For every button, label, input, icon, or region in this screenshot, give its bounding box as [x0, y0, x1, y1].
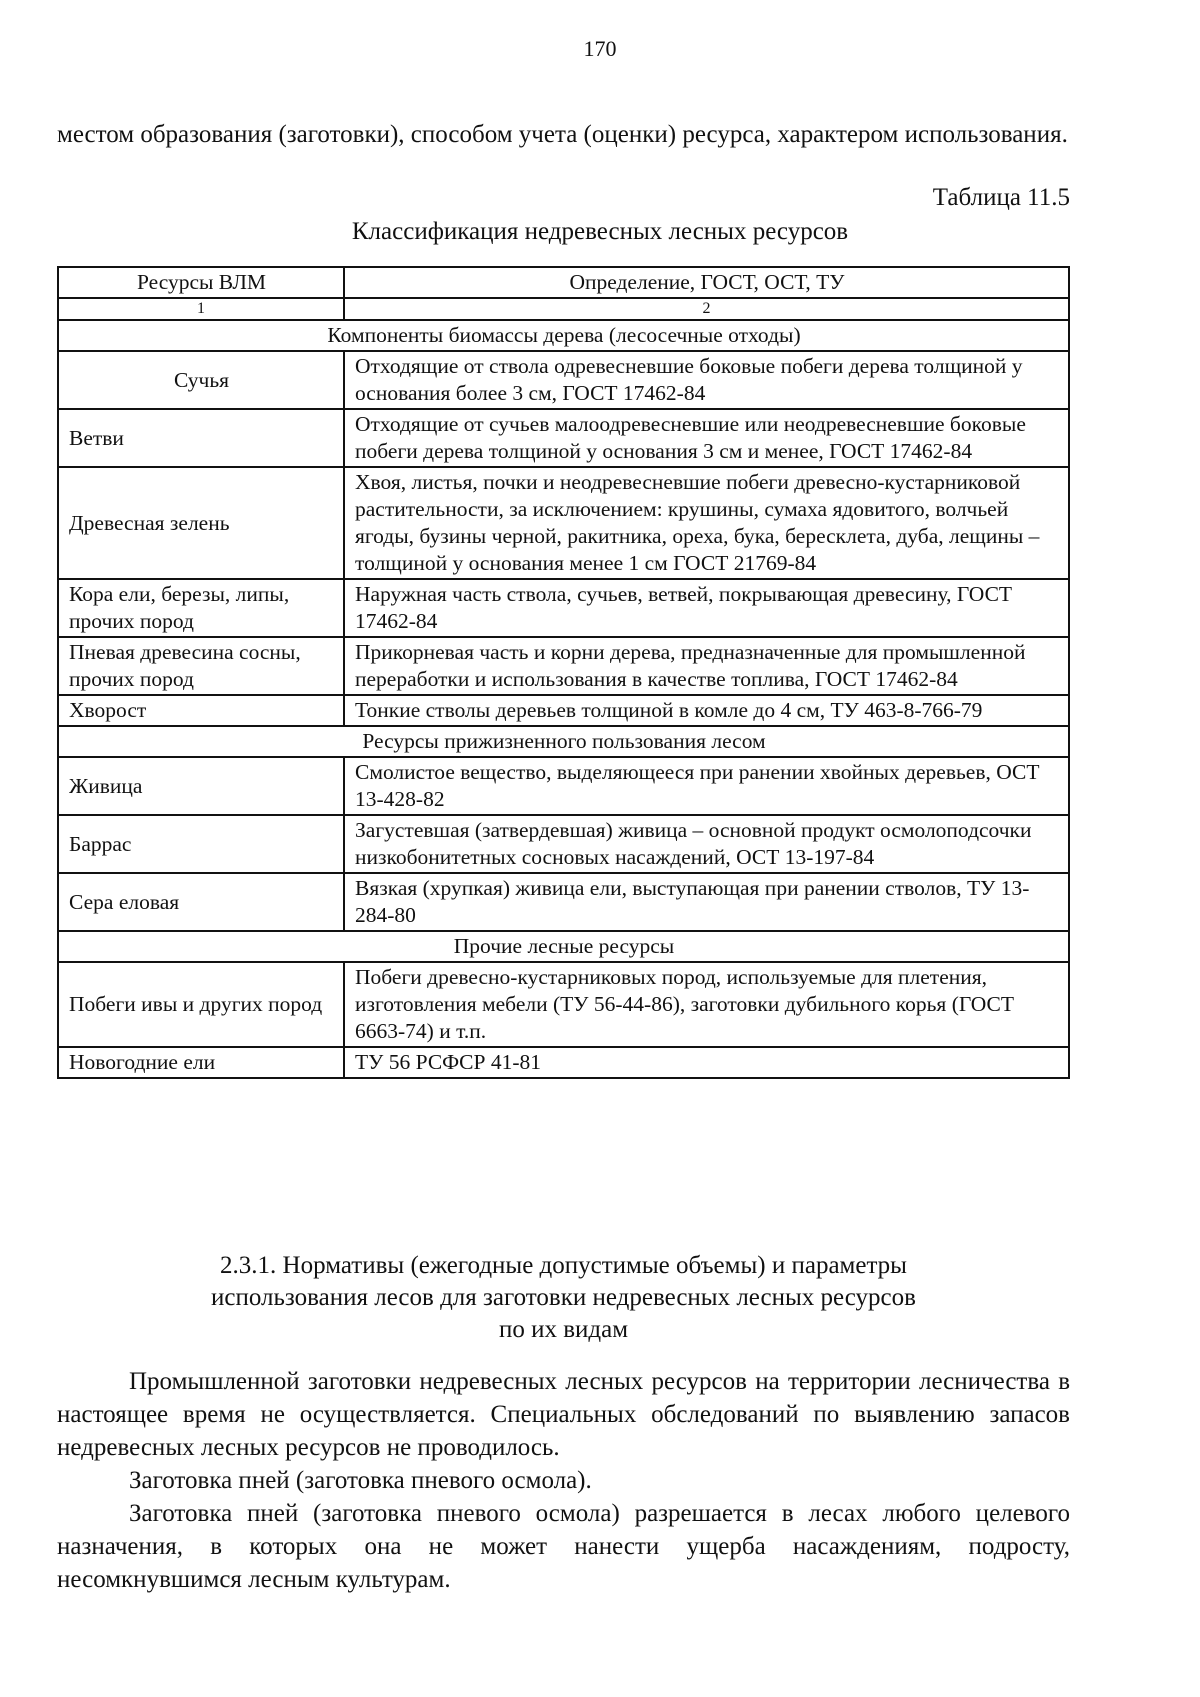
definition-cell: Вязкая (хрупкая) живица ели, выступающая при ранении стволов, ТУ 13-284-80: [344, 873, 1069, 931]
body-text: [57, 1365, 1070, 1596]
section-row: [58, 726, 1069, 757]
definition-cell: Смолистое вещество, выделяющееся при ранении хвойных деревьев, ОСТ 13-428-82: [344, 757, 1069, 815]
header-definition: Определение, ГОСТ, ОСТ, ТУ: [344, 267, 1069, 298]
section-heading-line: по их видам: [498, 1316, 629, 1343]
classification-table: [57, 266, 1070, 1079]
resource-cell: Побеги ивы и других пород: [58, 962, 344, 1047]
table-row: [58, 873, 1069, 931]
definition-cell: Хвоя, листья, почки и неодревесневшие побеги древесно-кустарниковой растительности, за исключением: крушины, сумаха ядовитого, волчьей ягоды, бузины черной, ракитника, ореха, бука, бересклета, дуба, лещины – толщиной у основания менее 1 см ГОСТ 21769-84: [344, 467, 1069, 579]
body-paragraph: Промышленной заготовки недревесных лесных ресурсов на территории лесничества в настоящее время не осуществляется. Специальных обследований по выявлению запасов недревесных лесных ресурсов не проводилось.: [57, 1368, 1070, 1461]
definition-cell: Загустевшая (затвердевшая) живица – основной продукт осмолоподсочки низкобонитетных сосновых насаждений, ОСТ 13-197-84: [344, 815, 1069, 873]
table-row: [58, 351, 1069, 409]
section-title-other: Прочие лесные ресурсы: [58, 931, 1069, 962]
table-row: [58, 815, 1069, 873]
table-row: [58, 637, 1069, 695]
section-title-lifetime-use: Ресурсы прижизненного пользования лесом: [58, 726, 1069, 757]
table-header-row: [58, 267, 1069, 298]
body-paragraph: Заготовка пней (заготовка пневого осмола) разрешается в лесах любого целевого назначения, в которых она не может нанести ущерба насаждениям, подросту, несомкнувшимся лесным культурам.: [57, 1500, 1070, 1593]
resource-cell: Ветви: [58, 409, 344, 467]
resource-cell: Древесная зелень: [58, 467, 344, 579]
section-heading: [57, 1250, 1070, 1346]
resource-cell: Новогодние ели: [58, 1047, 344, 1078]
definition-cell: Наружная часть ствола, сучьев, ветвей, покрывающая древесину, ГОСТ 17462-84: [344, 579, 1069, 637]
definition-cell: Побеги древесно-кустарниковых пород, используемые для плетения, изготовления мебели (ТУ 56-44-86), заготовки дубильного корья (ГОСТ 6663-74) и т.п.: [344, 962, 1069, 1047]
section-row: [58, 931, 1069, 962]
page-number: 170: [583, 36, 617, 61]
table-row: [58, 757, 1069, 815]
definition-cell: Отходящие от сучьев малоодревесневшие или неодревесневшие боковые побеги дерева толщиной у основания 3 см и менее, ГОСТ 17462-84: [344, 409, 1069, 467]
definition-cell: Отходящие от ствола одревесневшие боковые побеги дерева толщиной у основания более 3 см, ГОСТ 17462-84: [344, 351, 1069, 409]
definition-cell: Прикорневая часть и корни дерева, предназначенные для промышленной переработки и использования в качестве топлива, ГОСТ 17462-84: [344, 637, 1069, 695]
resource-cell: Хворост: [58, 695, 344, 726]
column-number-2: 2: [344, 298, 1069, 320]
table-row: [58, 409, 1069, 467]
column-number-1: 1: [58, 298, 344, 320]
table-row: [58, 695, 1069, 726]
header-resources: Ресурсы ВЛМ: [58, 267, 344, 298]
definition-cell: ТУ 56 РСФСР 41-81: [344, 1047, 1069, 1078]
section-title-biomass: Компоненты биомассы дерева (лесосечные отходы): [58, 320, 1069, 351]
resource-cell: Баррас: [58, 815, 344, 873]
resource-cell: Живица: [58, 757, 344, 815]
definition-cell: Тонкие стволы деревьев толщиной в комле до 4 см, ТУ 463-8-766-79: [344, 695, 1069, 726]
resource-cell: Пневая древесина сосны, прочих пород: [58, 637, 344, 695]
table-label: Таблица 11.5: [932, 184, 1070, 211]
intro-paragraph: местом образования (заготовки), способом учета (оценки) ресурса, характером использования.: [57, 121, 1068, 148]
table-row: [58, 962, 1069, 1047]
resource-cell: Сучья: [58, 351, 344, 409]
table-row: [58, 579, 1069, 637]
section-row: [58, 320, 1069, 351]
resource-cell: Кора ели, березы, липы, прочих пород: [58, 579, 344, 637]
section-heading-line: использования лесов для заготовки недревесных лесных ресурсов: [211, 1284, 916, 1311]
section-heading-line: 2.3.1. Нормативы (ежегодные допустимые объемы) и параметры: [220, 1252, 907, 1279]
table-row: [58, 467, 1069, 579]
resource-cell: Сера еловая: [58, 873, 344, 931]
table-row: [58, 1047, 1069, 1078]
table-title: Классификация недревесных лесных ресурсов: [351, 218, 849, 245]
body-paragraph: Заготовка пней (заготовка пневого осмола).: [129, 1467, 592, 1494]
column-number-row: [58, 298, 1069, 320]
